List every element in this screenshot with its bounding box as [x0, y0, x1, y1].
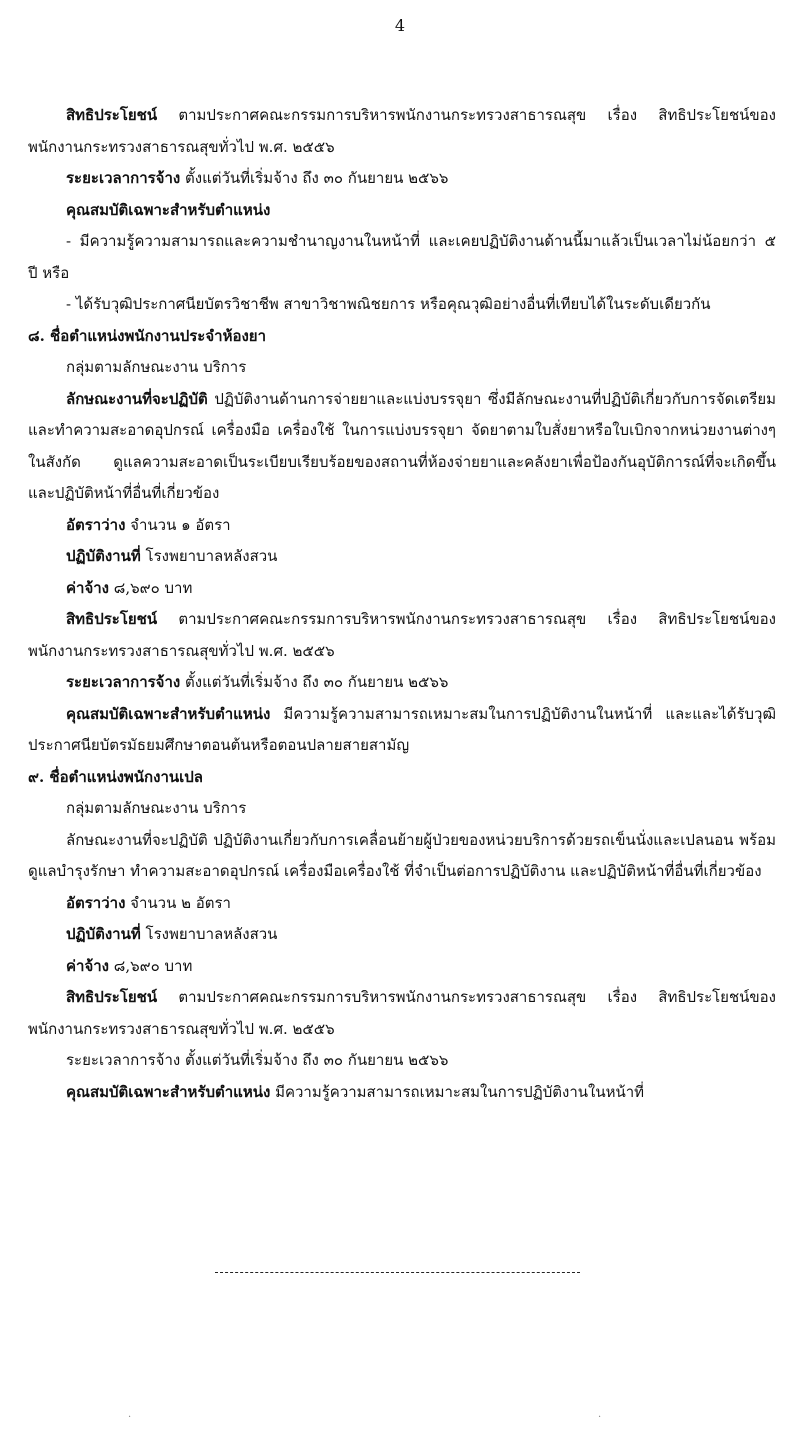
field-value: ตั้งแต่วันที่เริ่มจ้าง ถึง ๓๐ กันยายน ๒๕๖๖ [180, 169, 449, 187]
vacancy-paragraph [28, 888, 776, 920]
field-value: ตั้งแต่วันที่เริ่มจ้าง ถึง ๓๐ กันยายน ๒๕๖๖ [180, 1051, 449, 1069]
field-value: บริการ [198, 799, 247, 817]
wage-paragraph [28, 573, 776, 605]
qualification-item [28, 289, 776, 321]
field-value: - ได้รับวุฒิประกาศนียบัตรวิชาชีพ สาขาวิชาพณิชยการ หรือคุณวุฒิอย่างอื่นที่เทียบได้ในระดับเดียวกัน [66, 295, 711, 313]
field-label: อัตราว่าง [66, 893, 126, 912]
field-value: ตามประกาศคณะกรรมการบริหารพนักงานกระทรวงสาธารณสุข เรื่อง สิทธิประโยชน์ของพนักงานกระทรวงสาธารณสุขทั่วไป พ.ศ. ๒๕๕๖ [28, 988, 776, 1038]
field-label: ระยะเวลาการจ้าง [66, 1051, 181, 1069]
field-label: สิทธิประโยชน์ [66, 610, 158, 628]
field-value: จำนวน ๒ อัตรา [125, 893, 231, 912]
field-label: ลักษณะงานที่จะปฏิบัติ [66, 389, 208, 408]
work-group-paragraph [28, 352, 776, 384]
field-value: มีความรู้ความสามารถเหมาะสมในการปฏิบัติงานในหน้าที่ [270, 1082, 645, 1101]
vacancy-paragraph [28, 510, 776, 542]
field-value: ตามประกาศคณะกรรมการบริหารพนักงานกระทรวงสาธารณสุข เรื่อง สิทธิประโยชน์ของพนักงานกระทรวงสาธารณสุขทั่วไป พ.ศ. ๒๕๕๖ [28, 106, 776, 156]
field-label: สิทธิประโยชน์ [66, 988, 158, 1006]
section-heading-pharmacy-worker: ๘. ชื่อตำแหน่งพนักงานประจำห้องยา [28, 326, 267, 345]
job-description-paragraph [28, 825, 776, 888]
field-value: ปฏิบัติงานเกี่ยวกับการเคลื่อนย้ายผู้ป่วยของหน่วยบริการด้วยรถเข็นนั่งและเปลนอน พร้อมดูแลบำรุงรักษา ทำความสะอาดอุปกรณ์ เครื่องมือเครื่องใช้ ที่จำเป็นต่อการปฏิบัติงาน และปฏิบัติหน้าที่อื่นที่เกี่ยวข้อง [28, 830, 776, 880]
document-body [28, 100, 776, 1108]
field-value: ปฏิบัติงานด้านการจ่ายยาและแบ่งบรรจุยา ซึ่งมีลักษณะงานที่ปฏิบัติเกี่ยวกับการจัดเตรียมและทำความสะอาดอุปกรณ์ เครื่องมือ เครื่องใช้ ในการแบ่งบรรจุยา จัดยาตามใบสั่งยาหรือใบเบิกจากหน่วยงานต่างๆ ในสังกัด ดูแลความสะอาดเป็นระเบียบเรียบร้อยของสถานที่ห้องจ่ายยาและคลังยาเพื่อป้องกันอุบัติการณ์ที่จะเกิดขึ้น และปฏิบัติหน้าที่อื่นที่เกี่ยวข้อง [28, 389, 776, 502]
field-value: ตั้งแต่วันที่เริ่มจ้าง ถึง ๓๐ กันยายน ๒๕๖๖ [180, 673, 449, 691]
qualifications-heading [28, 195, 776, 227]
benefits-paragraph [28, 100, 776, 163]
field-label: ระยะเวลาการจ้าง [66, 673, 181, 691]
employment-period-paragraph [28, 163, 776, 195]
field-label: อัตราว่าง [66, 515, 126, 534]
field-label: คุณสมบัติเฉพาะสำหรับตำแหน่ง [66, 200, 271, 219]
qualifications-paragraph [28, 699, 776, 762]
employment-period-paragraph [28, 1045, 776, 1077]
field-label: กลุ่มตามลักษณะงาน [66, 799, 199, 817]
field-label: คุณสมบัติเฉพาะสำหรับตำแหน่ง [66, 704, 271, 723]
field-label: ปฏิบัติงานที่ [66, 547, 141, 565]
end-divider [215, 1272, 580, 1273]
workplace-paragraph [28, 919, 776, 951]
field-value: มีความรู้ความสามารถเหมาะสมในการปฏิบัติงานในหน้าที่ และและได้รับวุฒิประกาศนียบัตรมัธยมศึกษาตอนต้นหรือตอนปลายสายสามัญ [28, 704, 776, 754]
scan-speck: · [128, 1412, 132, 1423]
field-value: ตามประกาศคณะกรรมการบริหารพนักงานกระทรวงสาธารณสุข เรื่อง สิทธิประโยชน์ของพนักงานกระทรวงสาธารณสุขทั่วไป พ.ศ. ๒๕๕๖ [28, 610, 776, 660]
field-label: กลุ่มตามลักษณะงาน [66, 358, 199, 376]
field-value: จำนวน ๑ อัตรา [125, 515, 231, 534]
benefits-paragraph [28, 982, 776, 1045]
field-label: ระยะเวลาการจ้าง [66, 169, 181, 187]
field-label: ค่าจ้าง [66, 956, 109, 975]
field-label: ปฏิบัติงานที่ [66, 925, 141, 943]
field-value: โรงพยาบาลหลังสวน [140, 925, 278, 943]
field-value: - มีความรู้ความสามารถและความชำนาญงานในหน้าที่ และเคยปฏิบัติงานด้านนี้มาแล้วเป็นเวลาไม่น้อยกว่า ๕ ปี หรือ [28, 232, 776, 282]
field-value: โรงพยาบาลหลังสวน [140, 547, 278, 565]
scan-speck: · [598, 1412, 602, 1423]
work-group-paragraph [28, 793, 776, 825]
benefits-paragraph [28, 604, 776, 667]
field-label: สิทธิประโยชน์ [66, 106, 158, 124]
job-description-paragraph [28, 384, 776, 510]
field-label: ค่าจ้าง [66, 578, 109, 597]
section-heading-porter: ๙. ชื่อตำแหน่งพนักงานเปล [28, 767, 203, 786]
qualifications-paragraph [28, 1077, 776, 1109]
qualification-item [28, 226, 776, 289]
field-value: ๘,๖๙๐ บาท [109, 956, 193, 975]
workplace-paragraph [28, 541, 776, 573]
page-number: 4 [394, 16, 406, 35]
field-value: บริการ [198, 358, 247, 376]
employment-period-paragraph [28, 667, 776, 699]
field-label: คุณสมบัติเฉพาะสำหรับตำแหน่ง [66, 1082, 271, 1101]
field-value: ๘,๖๙๐ บาท [109, 578, 193, 597]
wage-paragraph [28, 951, 776, 983]
field-label: ลักษณะงานที่จะปฏิบัติ [66, 830, 208, 849]
